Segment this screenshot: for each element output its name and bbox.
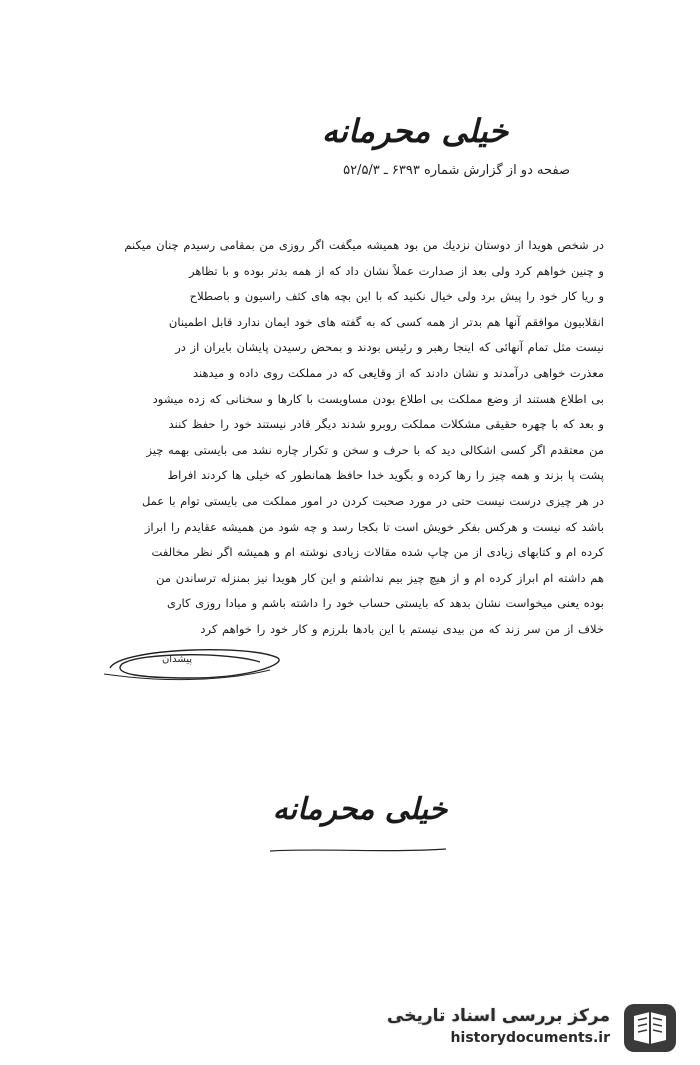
body-line: پشت پا بزند و همه چیز را رها کرده و بگوید خدا حافظ همانطور که خیلی ها کردند افراط <box>167 468 604 483</box>
archive-logo-icon <box>620 1000 680 1056</box>
letter-body <box>104 233 604 643</box>
body-line: من معتقدم اگر کسی اشکالی دید که با حرف و سخن و تکرار چاره نشد می بایستی بهمه چیز <box>146 442 604 457</box>
watermark-url: historydocuments.ir <box>450 1030 610 1046</box>
stamp-underline <box>268 846 448 854</box>
body-line: و بعد که با چهره حقیقی مشکلات مملکت روبرو شدند دیگر قادر نیستند خود را حفظ کنند <box>168 417 604 432</box>
body-line: باشد که نیست و هرکس بفکر خویش است تا بکجا رسد و چه شود من همیشه عقایدم را ابراز <box>144 519 604 534</box>
watermark-name: مرکز بررسی اسناد تاریخی <box>387 1006 610 1026</box>
body-line: انقلابیون موافقم آنها هم بدتر از همه کسی که به گفته های خود ایمان ندارد قابل اطمینان <box>168 314 604 329</box>
body-line: و ریا کار خود را پیش برد ولی خیال نکنید که با این بچه های کثف راسیون و باصطلاح <box>189 289 604 304</box>
signature-label: پیشدان <box>161 654 193 665</box>
body-line: کرده ام و کتابهای زیادی از من چاپ شده مقالات زیادی نوشته ام و همیشه اگر نظر مخالفت <box>151 545 604 560</box>
classification-stamp-bottom: خیلی محرمانه <box>272 792 448 827</box>
archive-watermark <box>387 1000 690 1056</box>
body-line: در شخص هویدا از دوستان نزدیك من بود همیشه میگفت اگر روزی من بمقامی رسیدم چنان میکنم <box>124 238 604 252</box>
body-line: و چنین خواهم کرد ولی بعد از صدارت عملاً نشان داد که از همه بدتر بوده و با تظاهر <box>189 263 604 278</box>
body-line: بی اطلاع هستند از وضع مملکت بی اطلاع بودن مساویست با کارها و سخنانی که زده میشود <box>152 391 604 406</box>
signature <box>100 640 290 686</box>
body-line: نیست مثل تمام آنهائی که اینجا رهبر و رئیس بودند و بمحض رسیدن پایشان بایران از در <box>175 340 604 355</box>
body-line: خلاف از من سر زند که من بیدی نیستم با این بادها بلرزم و کار خود را خواهم کرد <box>200 621 604 636</box>
classification-stamp-top: خیلی محرمانه <box>321 112 509 150</box>
body-line: هم داشته ام ابراز کرده ام و از هیچ چیز بیم نداشتم و این کار هویدا نیز بمنزله ترساندن من <box>156 570 604 585</box>
body-line: در هر چیزی درست نیست حتی در مورد صحبت کردن در امور مملکت می بایستی توام با عمل <box>141 493 604 508</box>
body-line: بوده یعنی میخواست نشان بدهد که بایستی حساب خود را داشته باشم و مبادا روزی کاری <box>166 596 604 611</box>
body-line: معذرت خواهی درآمدند و نشان دادند که از وقایعی که در مملکت روی داده و میدهند <box>192 365 604 380</box>
report-header: صفحه دو از گزارش شماره ۶۳۹۳ ـ ۵۲/۵/۳ <box>343 163 570 178</box>
